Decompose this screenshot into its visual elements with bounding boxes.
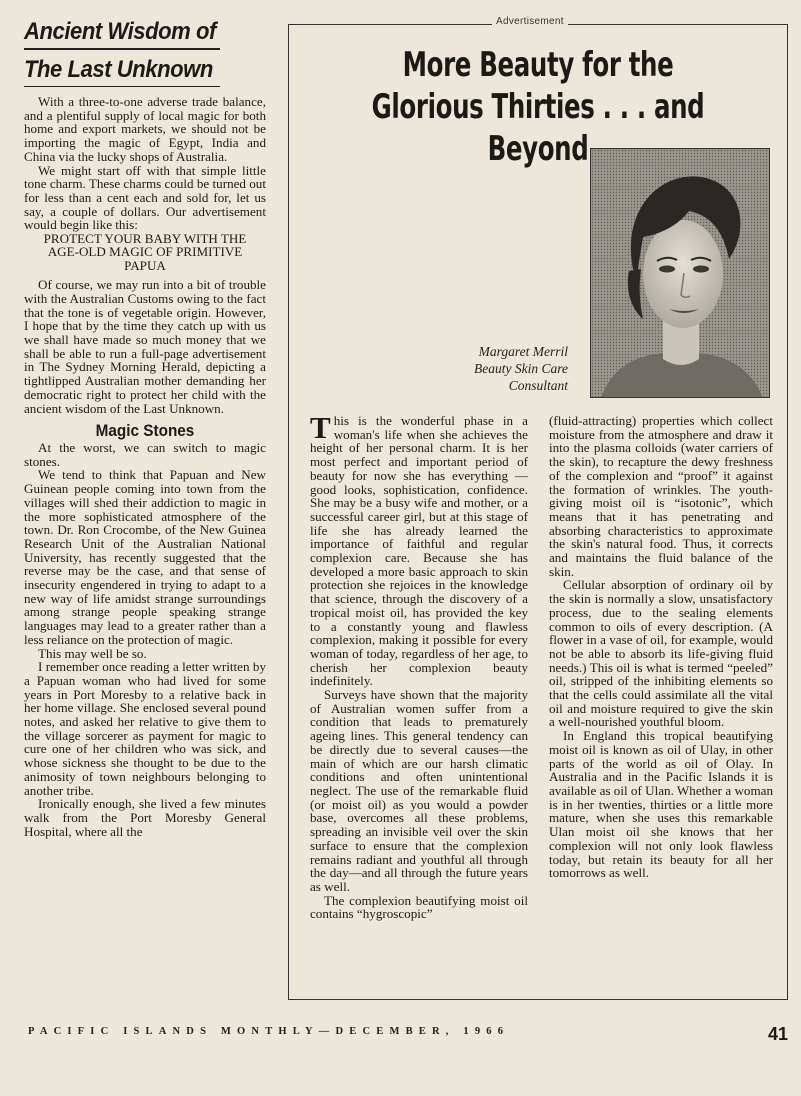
- ad-column-1: [310, 410, 528, 922]
- title-rule: [24, 48, 220, 50]
- woman-portrait-image: [591, 149, 770, 398]
- caption-name: Margaret Merril: [478, 344, 568, 359]
- paragraph: We might start off with that simple little tone charm. These charms could be turned out for less than a cent each and sold for, let us say, a couple of dollars. Our advertisement would begin like this:: [24, 162, 266, 233]
- masthead-footer: PACIFIC ISLANDS MONTHLY—DECEMBER, 1966: [28, 1026, 510, 1037]
- paragraph: With a three-to-one adverse trade balance, and a plentiful supply of local magic for both home and export markets, we should not be importing the magic of Egypt, India and China via the lucky shops of Australia.: [24, 94, 266, 164]
- paragraph: Of course, we may run into a bit of trouble with the Australian Customs owing to the fact that the tone is of vegetable origin. However, I hope that by the time they catch up with us we shall have made so much money that we shall be able to run a full-page advertisement in The Sydney Morning Herald, depicting a tightlipped Australian mother demanding her democratic right to protect her child with the ancient wisdom of the Last Unknown.: [24, 277, 266, 416]
- paragraph: Cellular absorption of ordinary oil by the skin is normally a slow, unsatisfactory process, due to the sealing elements common to oils of every description. (A flower in a vase of oil, for example, would not be able to absorb its life-giving fluid needs.) This oil is what is termed “peeled” oil, stripped of the inhibiting elements so that the cells could assimilate all the vital oil and moisture required to give the skin a well-nourished youthful bloom.: [549, 577, 773, 730]
- ad-headline-line1: More Beauty for the: [402, 45, 674, 85]
- paragraph: At the worst, we can switch to magic stones.: [24, 439, 266, 469]
- article-column: [24, 18, 266, 838]
- paragraph: [310, 410, 528, 689]
- title-rule: [24, 86, 220, 87]
- article-body: [24, 95, 266, 838]
- portrait-caption: [410, 343, 568, 394]
- portrait-photo: [590, 148, 770, 398]
- caps-block: PROTECT YOUR BABY WITH THE AGE-OLD MAGIC OF PRIMITIVE PAPUA: [43, 231, 247, 273]
- paragraph: The complexion beautifying moist oil contains “hygroscopic”: [310, 892, 528, 922]
- paragraph: This may well be so.: [38, 645, 147, 661]
- article-title-line2: The Last Unknown: [24, 56, 213, 83]
- page-number: 41: [768, 1024, 789, 1044]
- paragraph: We tend to think that Papuan and New Guinean people coming into town from the villages will shed their addiction to magic in the more sophisticated atmosphere of the town. Dr. Ron Crocombe, of the New Guinea Research Unit of the Australian National University, has recently suggested that the reverse may be the case, and that sense of insecurity engendered in trying to adapt to a new way of life amidst strange surroundings among strange people speaking strange languages may lead to a greater rather than a less reliance on the protection of magic.: [24, 467, 266, 647]
- section-subhead: Magic Stones: [95, 421, 195, 441]
- paragraph: I remember once reading a letter written by a Papuan woman who had lived for some years in Port Moresby to a relative back in her home village. She enclosed several pound notes, and asked her relative to give them to the village sorcerer as payment for magic to cure one of her children who was sick, and whose sickness she thought to be due to the animosity of town neighbours belonging to another tribe.: [24, 659, 266, 798]
- paragraph: (fluid-attracting) properties which collect moisture from the atmosphere and draw it into the plasma colloids (water carriers of the skin), to recapture the dewy freshness of the complexion and “proof” it against the formation of wrinkles. The youth-giving moist oil is “isotonic”, which means that it has penetrating and absorbing characteristics to approximate the skin's natural food. Thus, it corrects and maintains the fluid balance of the skin.: [549, 413, 773, 579]
- caption-role: Consultant: [508, 378, 568, 393]
- paragraph: Surveys have shown that the majority of Australian women suffer from a condition that leads to prematurely ageing lines. This general tendency can be directly due to several causes—the main of which are our harsh climatic conditions and often unintentional neglect. The use of the remarkable fluid (or moist oil) as you would a powder base, overcomes all these problems, spreading an invisible veil over the skin surface to ensure that the complexion remains radiant and youthful all through the day—and all through the future years as well.: [310, 687, 528, 894]
- article-title-line1: Ancient Wisdom of: [24, 18, 216, 45]
- caption-title: Beauty Skin Care: [474, 361, 568, 376]
- paragraph-text: his is the wonderful phase in a woman's life when she achieves the height of her personal charm. It is her most perfect and important period of beauty for now she has everything — good looks, sophistication, confidence. She may be a busy wife and mother, or a successful career girl, but at this stage of life she has already learned the importance of faithful and regular complexion care. Because she has developed a more basic approach to skin protection she rejoices in the knowledge that science, through the discovery of a tropical moist oil, has provided the key to a constantly young and flawless complexion, making it possible for every woman of today, regardless of her age, to cherish her complexion beauty indefinitely.: [310, 413, 528, 689]
- advertisement-label: Advertisement: [492, 16, 568, 27]
- paragraph: Ironically enough, she lived a few minutes walk from the Port Moresby General Hospital, where all the: [24, 796, 266, 839]
- paragraph: In England this tropical beautifying moist oil is known as oil of Ulay, in other parts of the world as oil of Olay. In Australia and in the Pacific Islands it is available as oil of Ulan. Whether a woman is in her twenties, thirties or a little more mature, when she uses this remarkable Ulan moist oil she knows that her complexion will not only look flawless today, but retain its beauty for all her tomorrows as well.: [549, 728, 773, 881]
- ad-column-2: [549, 414, 773, 880]
- ad-headline-line2: Glorious Thirties . . . and Beyond: [371, 87, 705, 169]
- drop-cap: T: [310, 410, 331, 445]
